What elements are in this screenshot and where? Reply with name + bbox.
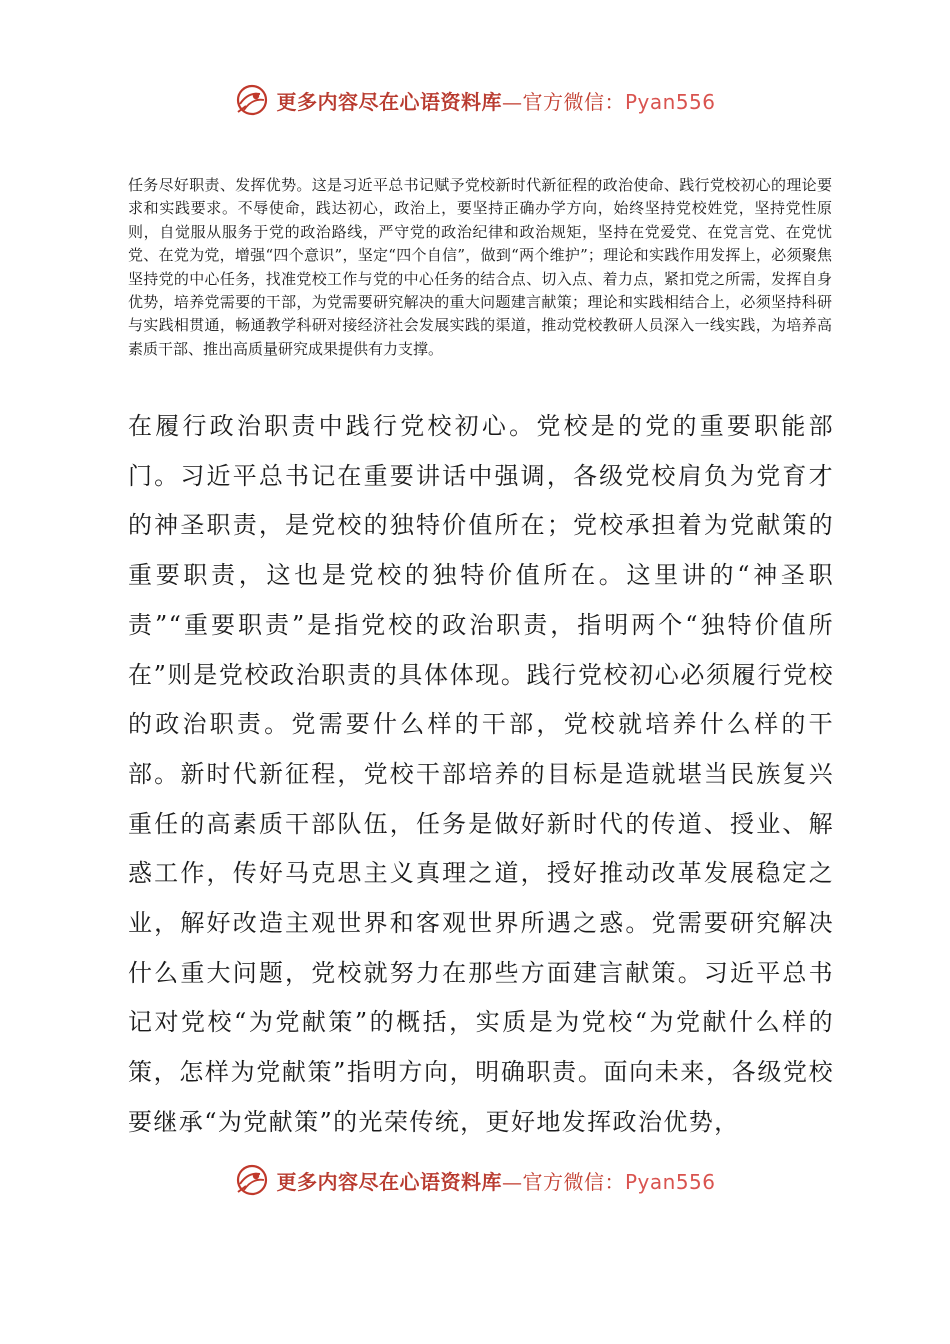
- banner-separator: —: [501, 89, 523, 114]
- sun-logo-icon: [234, 1162, 270, 1198]
- banner-handle: Pyan556: [624, 1169, 716, 1194]
- banner-contact-label: 官方微信：: [522, 1169, 625, 1194]
- header-banner: [0, 82, 950, 118]
- continued-paragraph: 任务尽好职责、发挥优势。这是习近平总书记赋予党校新时代新征程的政治使命、践行党校初心的理论要求和实践要求。不辱使命，践达初心，政治上，要坚持正确办学方向，始终坚持党校姓党，坚持党性原则，自觉服从服务于党的政治路线，严守党的政治纪律和政治规矩，坚持在党爱党、在党言党、在党忧党、在党为党，增强“四个意识”，坚定“四个自信”，做到“两个维护”；理论和实践作用发挥上，必须聚焦坚持党的中心任务，找准党校工作与党的中心任务的结合点、切入点、着力点，紧扣党之所需，发挥自身优势，培养党需要的干部，为党需要研究解决的重大问题建言献策；理论和实践相结合上，必须坚持科研与实践相贯通，畅通教学科研对接经济社会发展实践的渠道，推动党校教研人员深入一线实践，为培养高素质干部、推出高质量研究成果提供有力支撑。: [128, 176, 832, 358]
- sun-logo-icon: [234, 82, 270, 118]
- banner-brand: 更多内容尽在心语资料库: [276, 1169, 502, 1194]
- banner-separator: —: [501, 1169, 523, 1194]
- banner-brand: 更多内容尽在心语资料库: [276, 89, 502, 114]
- main-paragraph: 在履行政治职责中践行党校初心。党校是的党的重要职能部门。习近平总书记在重要讲话中强调，各级党校肩负为党育才的神圣职责，是党校的独特价值所在；党校承担着为党献策的重要职责，这也是党校的独特价值所在。这里讲的“神圣职责”“重要职责”是指党校的政治职责，指明两个“独特价值所在”则是党校政治职责的具体体现。践行党校初心必须履行党校的政治职责。党需要什么样的干部，党校就培养什么样的干部。新时代新征程，党校干部培养的目标是造就堪当民族复兴重任的高素质干部队伍，任务是做好新时代的传道、授业、解惑工作，传好马克思主义真理之道，授好推动改革发展稳定之业，解好改造主观世界和客观世界所遇之惑。党需要研究解决什么重大问题，党校就努力在那些方面建言献策。习近平总书记对党校“为党献策”的概括，实质是为党校“为党献什么样的策，怎样为党献策”指明方向，明确职责。面向未来，各级党校要继承“为党献策”的光荣传统，更好地发挥政治优势，: [128, 412, 834, 1136]
- banner-text: [276, 86, 715, 115]
- banner-text: [276, 1166, 715, 1195]
- footer-banner: [0, 1162, 950, 1198]
- banner-contact-label: 官方微信：: [522, 89, 625, 114]
- banner-handle: Pyan556: [624, 89, 716, 114]
